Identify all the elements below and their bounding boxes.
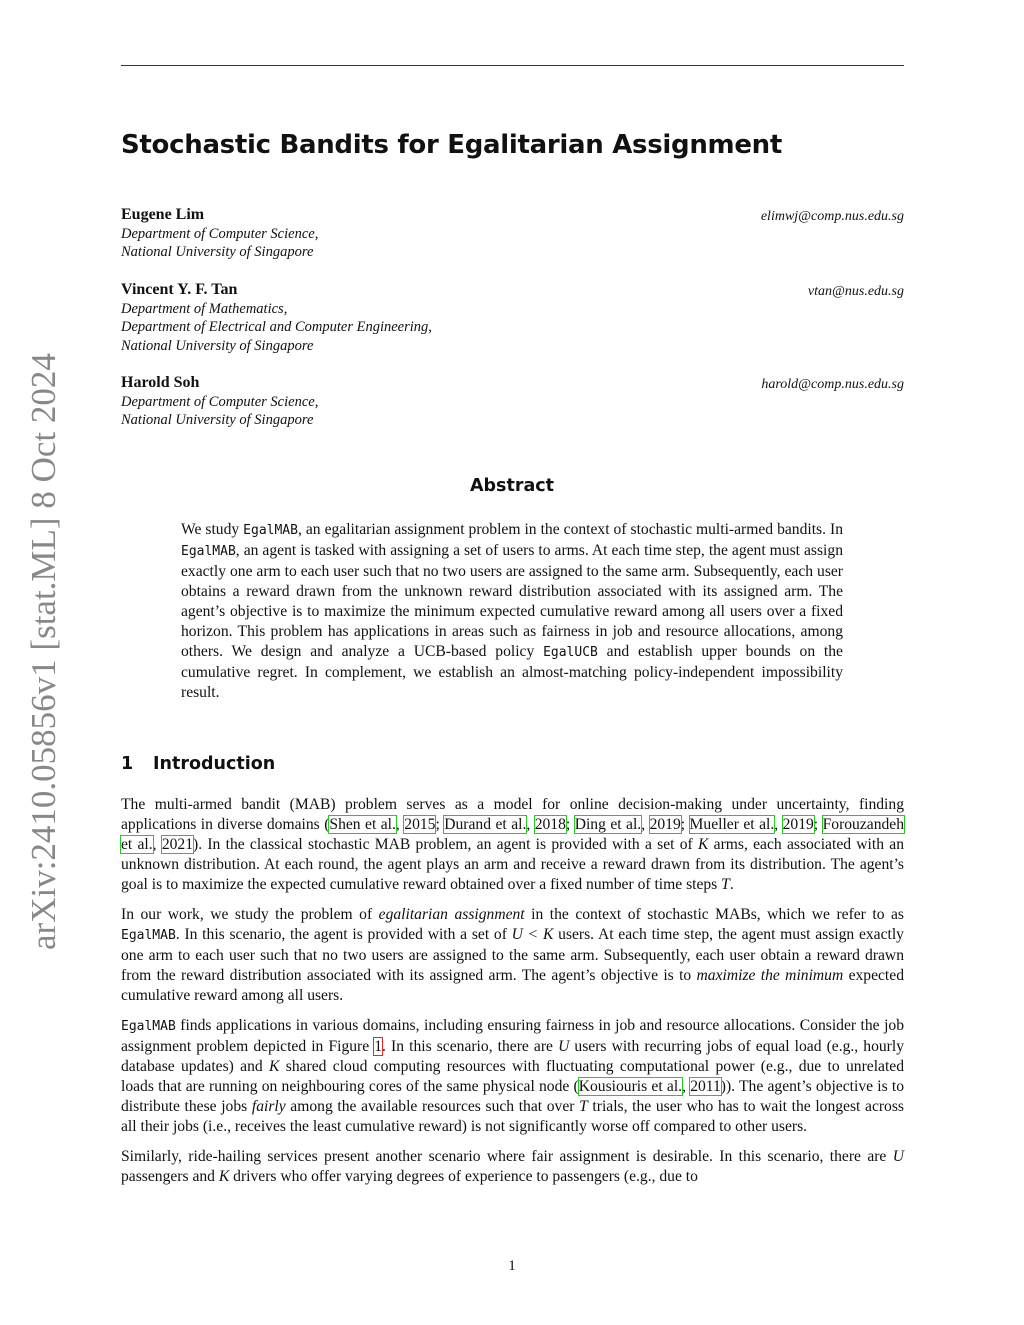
author-affiliation: Department of Electrical and Computer Engineering, xyxy=(121,319,432,335)
arxiv-sidebar-id: arXiv:2410.05856v1 [stat.ML] 8 Oct 2024 xyxy=(24,353,63,950)
author-block xyxy=(121,374,904,430)
author-affiliation: National University of Singapore xyxy=(121,244,314,260)
author-email[interactable]: elimwj@comp.nus.edu.sg xyxy=(760,209,904,224)
citation-link[interactable]: Durand et al. xyxy=(444,816,527,833)
egalmab-code: EgalMAB xyxy=(243,523,298,538)
citation-link[interactable]: 2019 xyxy=(649,816,681,833)
paragraph: EgalMAB finds applications in various domains, including ensuring fairness in job and resource allocations. Consider the job assignment problem depicted in Figure 1. In this scenario, there are U users with recurring jobs of equal load (e.g., hourly database updates) and K shared cloud computing resources with fluctuating computational power (e.g., due to unrelated loads that are running on neighbouring cores of the same physical node (Kousiouris et al., 2011)). The agent’s objective is to distribute these jobs fairly among the available resources such that over T trials, the user who has to wait the longest across all their jobs (i.e., receives the least cumulative reward) is not significantly worse off compared to other users. xyxy=(121,1017,905,1135)
author-affiliation: Department of Computer Science, xyxy=(121,393,319,410)
egalmab-code: EgalMAB xyxy=(181,544,236,559)
author-block xyxy=(121,206,904,262)
citation-link[interactable]: 2018 xyxy=(534,816,566,833)
page-number: 1 xyxy=(508,1258,516,1274)
author-affiliation: Department of Computer Science, xyxy=(121,225,319,242)
author-name: Eugene Lim xyxy=(121,206,205,223)
author-affiliation: Department of Mathematics, xyxy=(121,300,288,317)
author-email[interactable]: vtan@nus.edu.sg xyxy=(807,284,904,299)
section-title: Introduction xyxy=(153,754,276,774)
section-number: 1 xyxy=(121,754,134,774)
citation-link[interactable]: Ding et al. xyxy=(574,816,642,833)
citation-link[interactable]: Kousiouris et al. xyxy=(578,1078,683,1095)
citation-link[interactable]: Mueller et al. xyxy=(689,816,775,833)
citation-link[interactable]: Forouzandeh et al. xyxy=(121,816,905,853)
author-name: Vincent Y. F. Tan xyxy=(121,281,238,298)
header-rule xyxy=(121,65,904,66)
citation-link[interactable]: 2019 xyxy=(782,816,814,833)
author-name: Harold Soh xyxy=(121,374,200,391)
paragraph: Similarly, ride-hailing services present another scenario where fair assignment is desirable. In this scenario, there are U passengers and K drivers who offer varying degrees of experience to passengers (e.g., due to xyxy=(121,1148,904,1185)
citation-link[interactable]: 2011 xyxy=(690,1078,721,1095)
egalmab-code: EgalMAB xyxy=(121,928,176,943)
paper-title: Stochastic Bandits for Egalitarian Assignment xyxy=(121,130,782,160)
body-text xyxy=(121,795,904,1197)
author-affiliation: National University of Singapore xyxy=(121,412,314,428)
abstract-heading: Abstract xyxy=(469,476,555,496)
figure-ref-link[interactable]: 1 xyxy=(374,1038,383,1055)
egalmab-code: EgalMAB xyxy=(121,1019,176,1034)
paragraph: The multi-armed bandit (MAB) problem serves as a model for online decision-making under uncertainty, finding applications in diverse domains (Shen et al., 2015; Durand et al., 2018; Ding et al., 2019; Mueller et al., 2019; Forouzandeh et al., 2021). In the classical stochastic MAB problem, an agent is provided with a set of K arms, each associated with an unknown distribution. At each round, the agent plays an arm and receive a reward drawn from its distribution. The agent’s goal is to maximize the expected cumulative reward obtained over a fixed number of time steps T. xyxy=(121,796,905,893)
egalucb-code: EgalUCB xyxy=(543,645,598,660)
citation-link[interactable]: 2015 xyxy=(404,816,436,833)
author-email[interactable]: harold@comp.nus.edu.sg xyxy=(761,377,904,392)
citation-link[interactable]: 2021 xyxy=(161,836,194,853)
section-heading xyxy=(121,754,275,774)
abstract-text: We study EgalMAB, an egalitarian assignment problem in the context of stochastic multi-armed bandits. In EgalMAB, an agent is tasked with assigning a set of users to arms. At each time step, the agent must assign exactly one arm to each user such that no two users are assigned to the same arm. Subsequently, each user obtains a reward drawn from the unknown reward distribution associated with its assigned arm. The agent’s objective is to maximize the minimum expected cumulative reward among all users over a fixed horizon. This problem has applications in areas such as fairness in job and resource allocations, among others. We design and analyze a UCB-based policy EgalUCB and establish upper bounds on the cumulative regret. In complement, we establish an almost-matching policy-independent impossibility result. xyxy=(181,521,843,701)
citation-link[interactable]: Shen et al. xyxy=(329,816,396,833)
paragraph: In our work, we study the problem of egalitarian assignment in the context of stochastic MABs, which we refer to as EgalMAB. In this scenario, the agent is provided with a set of U < K users. At each time step, the agent must assign exactly one arm to each user such that no two users are assigned to the same arm. Subsequently, each user obtain a reward drawn from the reward distribution associated with its assigned arm. The agent’s objective is to maximize the minimum expected cumulative reward among all users. xyxy=(121,906,904,1004)
author-affiliation: National University of Singapore xyxy=(121,337,314,354)
author-block xyxy=(121,281,904,355)
